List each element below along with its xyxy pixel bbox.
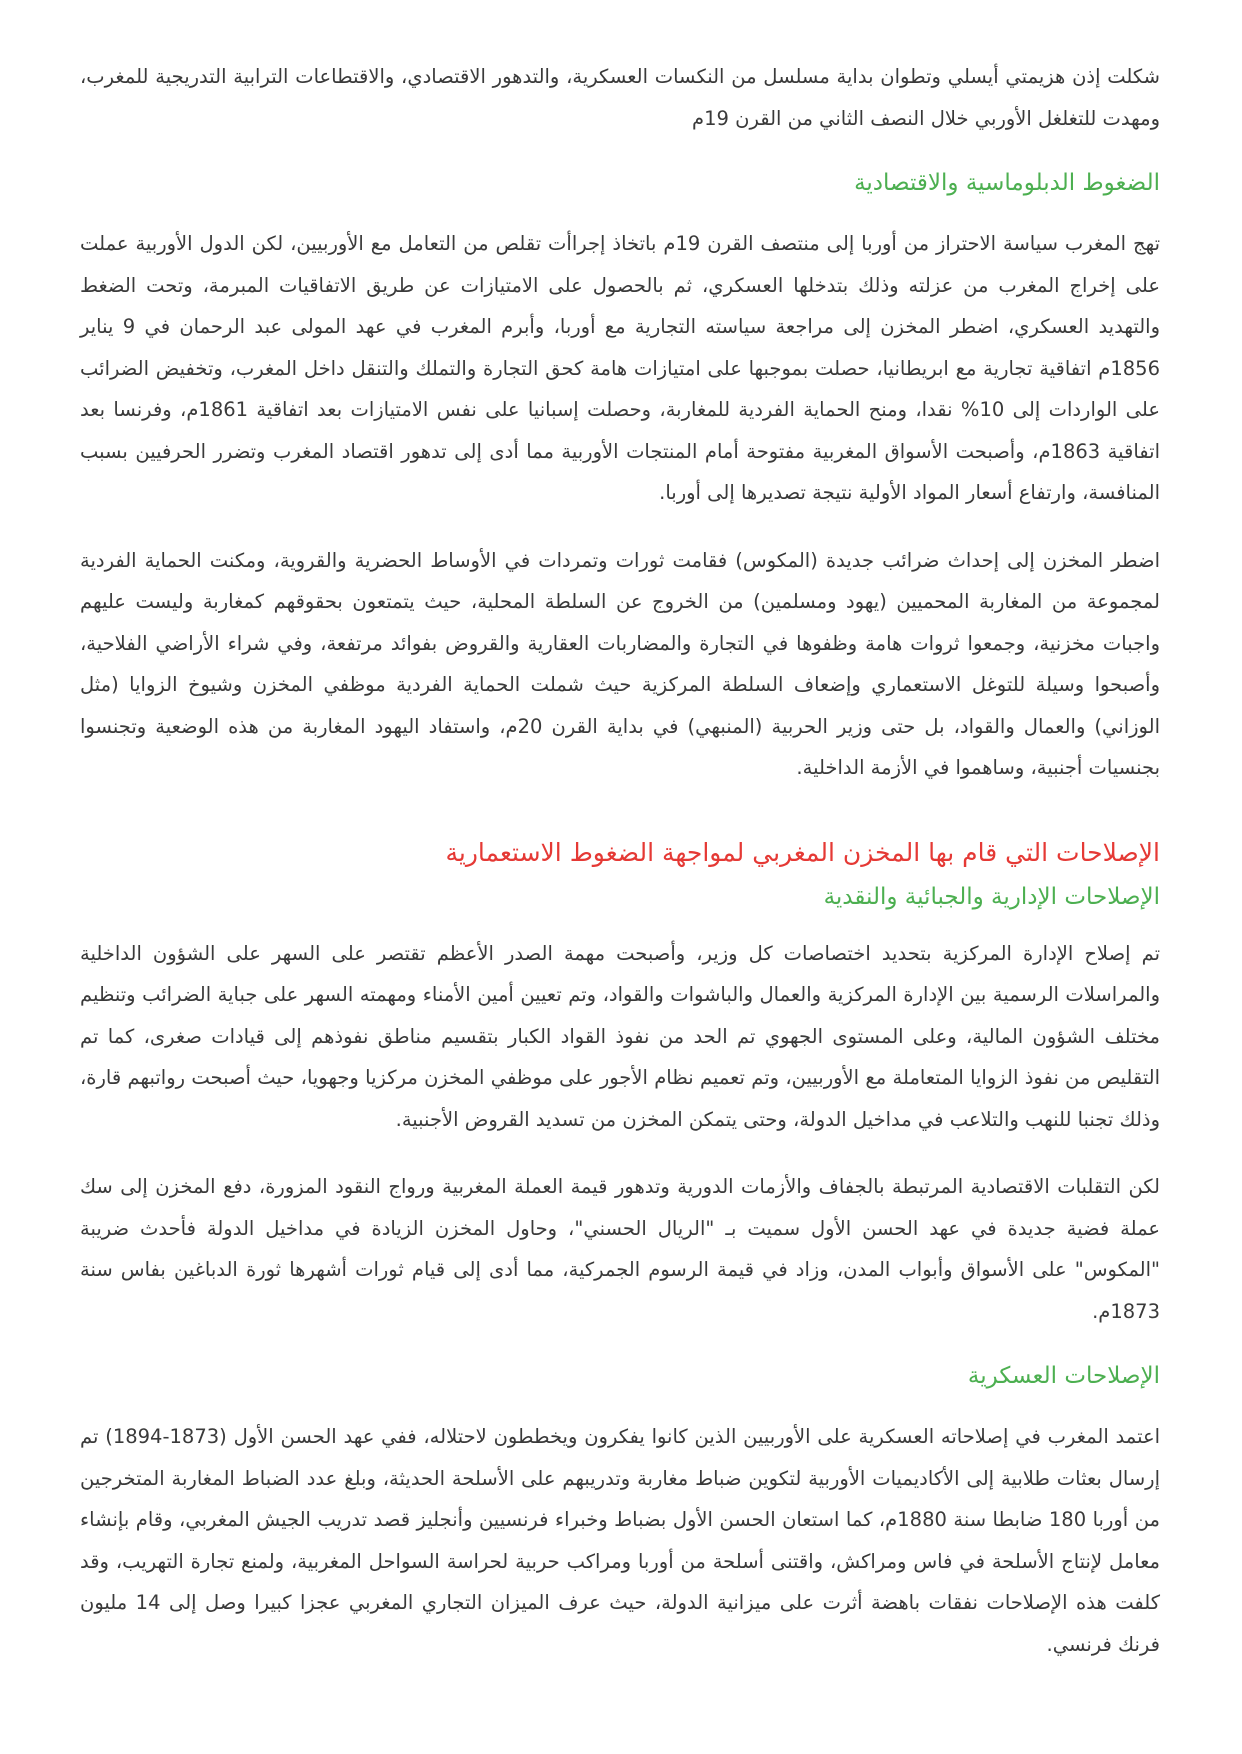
subsection-military-reforms <box>80 1358 1160 1665</box>
diplomatic-paragraph-1: تهج المغرب سياسة الاحتراز من أوربا إلى منتصف القرن 19م باتخاذ إجراأت تقلص من التعامل مع الأوربيين، لكن الدول الأوربية عملت على إخراج المغرب من عزلته وذلك بتدخلها العسكري، ثم بالحصول على الامتيازات عن طريق الاتفاقيات المبرمة، وتحت الضغط والتهديد العسكري، اضطر المخزن إلى مراجعة سياسته التجارية مع أوربا، وأبرم المغرب في عهد المولى عبد الرحمان في 9 يناير 1856م اتفاقية تجارية مع ابريطانيا، حصلت بموجبها على امتيازات هامة كحق التجارة والتملك والتنقل داخل المغرب، وتخفيض الضرائب على الواردات إلى 10% نقدا، ومنح الحماية الفردية للمغاربة، وحصلت إسبانيا على نفس الامتيازات بعد اتفاقية 1861م، وفرنسا بعد اتفاقية 1863م، وأصبحت الأسواق المغربية مفتوحة أمام المنتجات الأوربية مما أدى إلى تدهور اقتصاد المغرب وتضرر الحرفيين بسبب المنافسة، وارتفاع أسعار المواد الأولية نتيجة تصديرها إلى أوربا. <box>80 232 1161 504</box>
admin-paragraph-2: لكن التقلبات الاقتصادية المرتبطة بالجفاف والأزمات الدورية وتدهور قيمة العملة المغربية ورواج النقود المزورة، دفع المخزن إلى سك عملة فضية جديدة في عهد الحسن الأول سميت بـ "الريال الحسني"، وحاول المخزن الزيادة في مداخيل الدولة فأحدث ضريبة "المكوس" على الأسواق وأبواب المدن، وزاد في قيمة الرسوم الجمركية، مما أدى إلى قيام ثورات أشهرها ثورة الدباغين بفاس سنة 1873م. <box>80 1175 1160 1323</box>
subsection-title-military: الإصلاحات العسكرية <box>967 1363 1160 1389</box>
subsection-title-admin: الإصلاحات الإدارية والجبائية والنقدية <box>823 883 1160 910</box>
section-diplomatic-economic-pressure <box>80 165 1160 789</box>
subsection-admin-reforms <box>80 879 1160 1333</box>
section-reforms <box>80 833 1160 1666</box>
section-title-diplomatic: الضغوط الدبلوماسية والاقتصادية <box>854 170 1160 196</box>
intro-paragraph: شكلت إذن هزيمتي أيسلي وتطوان بداية مسلسل من النكسات العسكرية، والتدهور الاقتصادي، والاقتطاعات الترابية التدريجية للمغرب، ومهدت للتغلغل الأوربي خلال النصف الثاني من القرن 19م <box>80 65 1160 130</box>
section-title-reforms: الإصلاحات التي قام بها المخزن المغربي لمواجهة الضغوط الاستعمارية <box>445 837 1160 867</box>
admin-paragraph-1: تم إصلاح الإدارة المركزية بتحديد اختصاصات كل وزير، وأصبحت مهمة الصدر الأعظم تقتصر على السهر على الشؤون الداخلية والمراسلات الرسمية بين الإدارة المركزية والعمال والباشوات والقواد، وتم تعيين أمين الأمناء ومهمته السهر على جباية الضرائب وتنظيم مختلف الشؤون المالية، وعلى المستوى الجهوي تم الحد من نفوذ القواد الكبار بتقسيم مناطق نفوذهم إلى قيادات صغرى، كما تم التقليص من نفوذ الزوايا المتعاملة مع الأوربيين، وتم تعميم نظام الأجور على موظفي المخزن مركزيا وجهويا، حيث أصبحت رواتبهم قارة، وذلك تجنبا للنهب والتلاعب في مداخيل الدولة، وحتى يتمكن المخزن من تسديد القروض الأجنبية. <box>80 941 1160 1131</box>
military-paragraph-1: اعتمد المغرب في إصلاحاته العسكرية على الأوربيين الذين كانوا يفكرون ويخططون لاحتلاله، ففي عهد الحسن الأول (1873-1894) تم إرسال بعثات طلابية إلى الأكاديميات الأوربية لتكوين ضباط مغاربة وتدريبهم على الأسلحة الحديثة، وبلغ عدد الضباط المغاربة المتخرجين من أوربا 180 ضابطا سنة 1880م، كما استعان الحسن الأول بضباط وخبراء فرنسيين وأنجليز قصد تدريب الجيش المغربي، وقام بإنشاء معامل لإنتاج الأسلحة في فاس ومراكش، واقتنى أسلحة من أوربا ومراكب حربية لحراسة السواحل المغربية، ولمنع تجارة التهريب، وقد كلفت هذه الإصلاحات نفقات باهضة أثرت على ميزانية الدولة، حيث عرف الميزان التجاري المغربي عجزا كبيرا وصل إلى 14 مليون فرنك فرنسي. <box>80 1425 1161 1656</box>
diplomatic-paragraph-2: اضطر المخزن إلى إحداث ضرائب جديدة (المكوس) فقامت ثورات وتمردات في الأوساط الحضرية والقروية، ومكنت الحماية الفردية لمجموعة من المغاربة المحميين (يهود ومسلمين) من الخروج عن السلطة المحلية، حيث يتمتعون بحقوقهم كمغاربة وليست عليهم واجبات مخزنية، وجمعوا ثروات هامة وظفوها في التجارة والمضاربات العقارية والقروض بفوائد مرتفعة، وفي شراء الأراضي الفلاحية، وأصبحوا وسيلة للتوغل الاستعماري وإضعاف السلطة المركزية حيث شملت الحماية الفردية موظفي المخزن وشيوخ الزوايا (مثل الوزاني) والعمال والقواد، بل حتى وزير الحربية (المنبهي) في بداية القرن 20م، واستفاد اليهود المغاربة من هذه الوضعية وتجنسوا بجنسيات أجنبية، وساهموا في الأزمة الداخلية. <box>80 548 1160 779</box>
